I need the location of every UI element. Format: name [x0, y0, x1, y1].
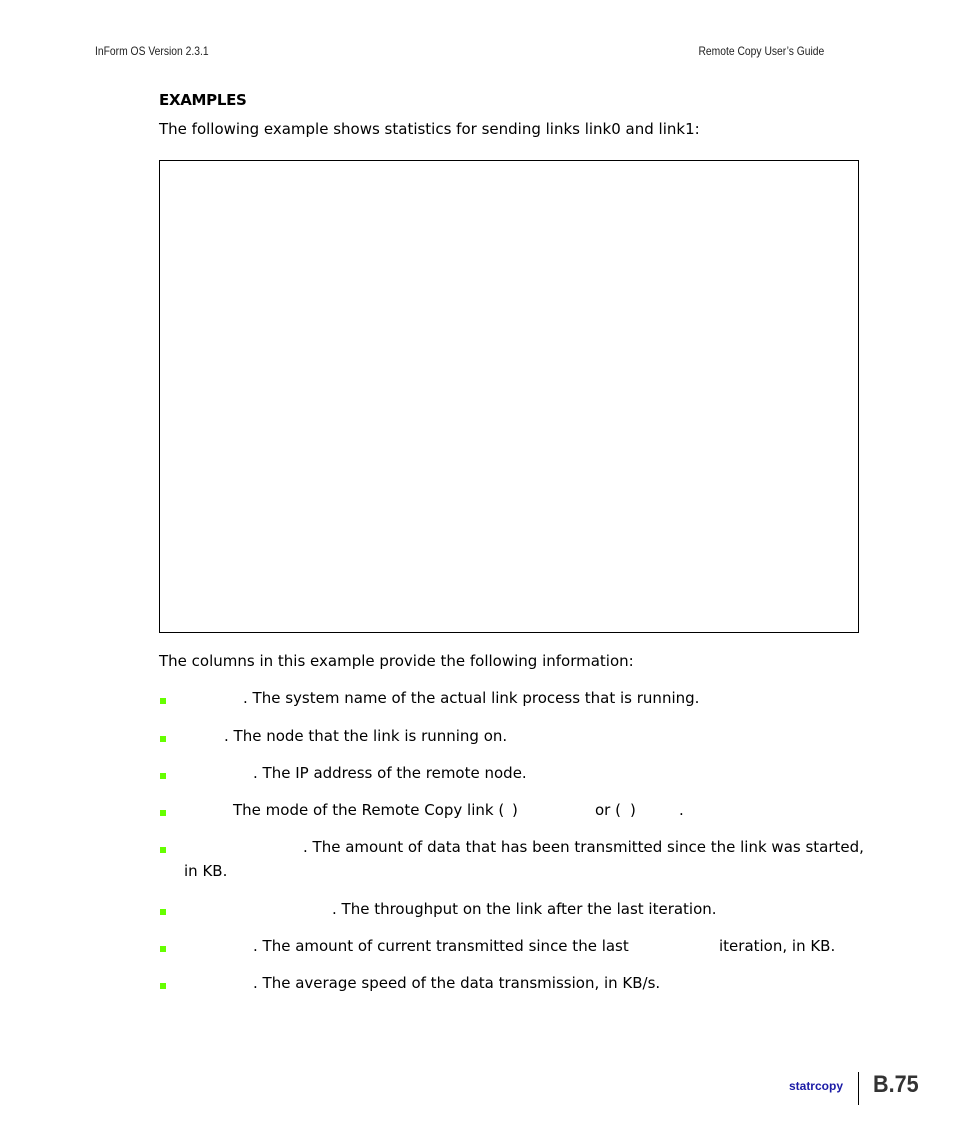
list-item-text: iteration, in KB.: [719, 937, 836, 955]
bullet-marker: [160, 698, 166, 704]
list-item-text: ): [630, 801, 636, 819]
list-item-text: . The node that the link is running on.: [224, 727, 508, 745]
columns-intro-paragraph: The columns in this example provide the following information:: [159, 652, 634, 670]
bullet-marker: [160, 773, 166, 779]
bullet-marker: [160, 736, 166, 742]
list-item-text: The mode of the Remote Copy link (: [233, 801, 505, 819]
list-item-text: .: [679, 801, 684, 819]
list-item-text: . The amount of data that has been transmitted since the link was started,: [303, 838, 864, 856]
list-item-text-continued: in KB.: [184, 862, 228, 880]
bullet-marker: [160, 847, 166, 853]
header-guide-title: Remote Copy User’s Guide: [698, 44, 824, 58]
bullet-marker: [160, 909, 166, 915]
bullet-marker: [160, 810, 166, 816]
page-number: B.75: [873, 1071, 919, 1098]
list-item-text: ): [512, 801, 518, 819]
list-item-text: . The system name of the actual link process that is running.: [243, 689, 700, 707]
header-doc-version: InForm OS Version 2.3.1: [95, 44, 209, 58]
footer-divider: [858, 1072, 859, 1105]
intro-paragraph: The following example shows statistics for sending links link0 and link1:: [159, 120, 700, 138]
bullet-marker: [160, 946, 166, 952]
example-output-box: [159, 160, 859, 633]
list-item-text: or (: [595, 801, 621, 819]
list-item-text: . The average speed of the data transmission, in KB/s.: [253, 974, 661, 992]
section-heading: EXAMPLES: [159, 91, 247, 109]
list-item-text: . The amount of current transmitted since the last: [253, 937, 629, 955]
bullet-marker: [160, 983, 166, 989]
list-item-text: . The throughput on the link after the last iteration.: [332, 900, 717, 918]
list-item-text: . The IP address of the remote node.: [253, 764, 527, 782]
footer-topic-link[interactable]: statrcopy: [788, 1079, 843, 1093]
